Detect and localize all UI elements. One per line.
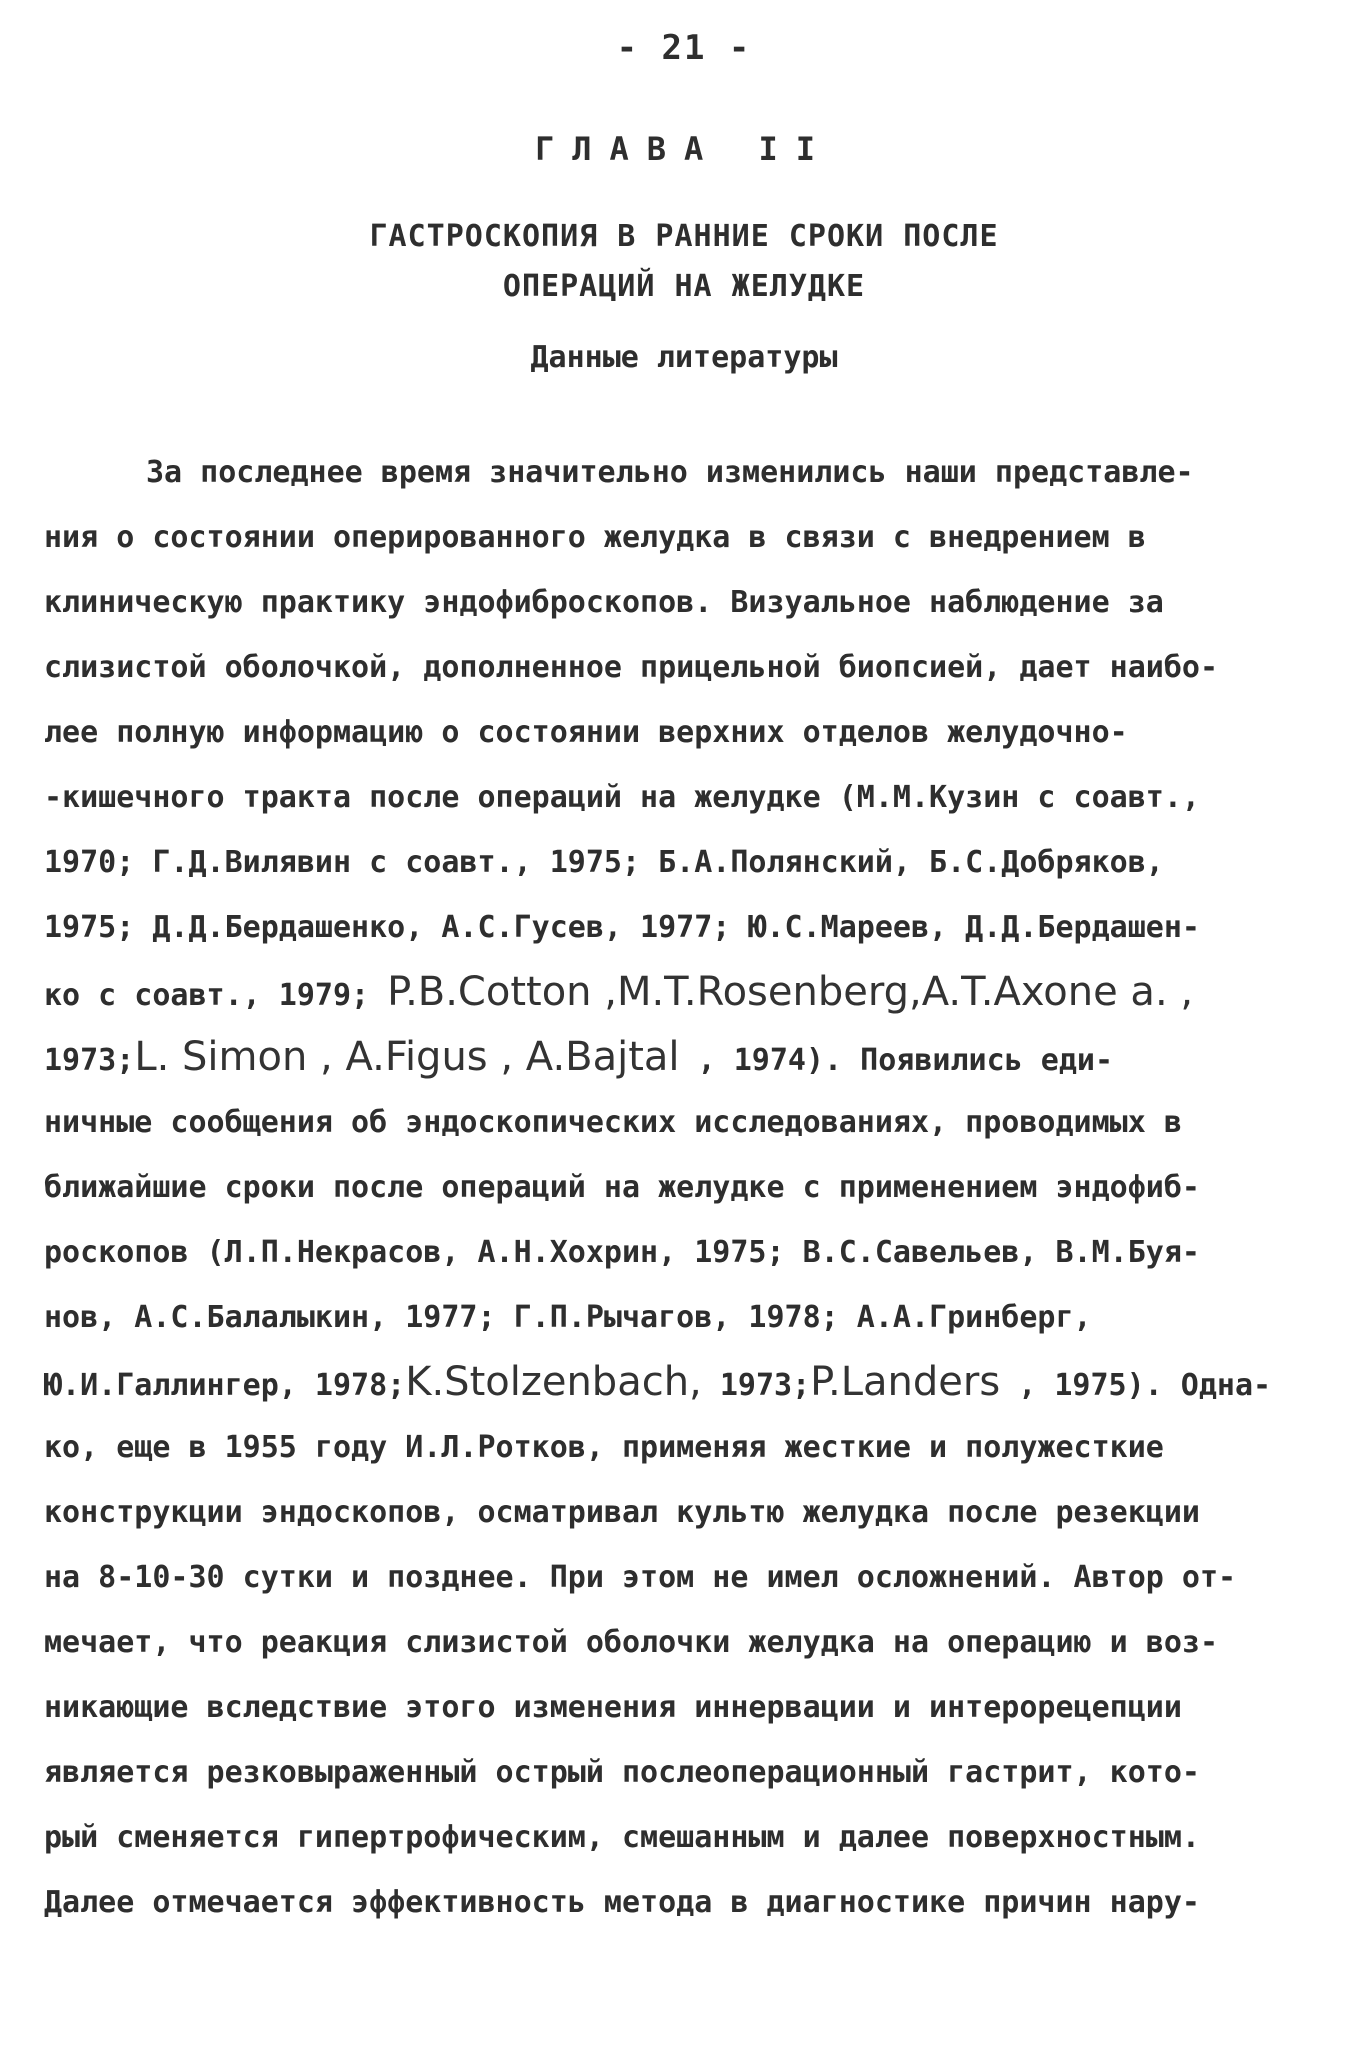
body-line-22: рый сменяется гипертрофическим, смешанным и далее поверхностным.: [44, 1820, 1200, 1855]
body-line-21: является резковыраженный острый послеоперационный гастрит, кото-: [44, 1755, 1200, 1790]
body-line-8: 1975; Д.Д.Бердашенко, А.С.Гусев, 1977; Ю.С.Мареев, Д.Д.Бердашен-: [44, 910, 1200, 945]
body-line-17: конструкции эндоскопов, осматривал культю желудка после резекции: [44, 1495, 1200, 1530]
body-line-10: [44, 1025, 1334, 1090]
typed-text: 1973;: [44, 1043, 135, 1078]
body-line-5: лее полную информацию о состоянии верхних отделов желудочно-: [44, 715, 1128, 750]
body-line-16: ко, еще в 1955 году И.Л.Ротков, применяя жесткие и полужесткие: [44, 1430, 1164, 1465]
typed-text: , 1974). Появились еди-: [697, 1043, 1114, 1078]
handwritten-citation: P.B.Cotton ,M.T.Rosenberg,A.T.Axone a. ,: [387, 969, 1194, 1015]
typed-text: , 1975). Одна-: [1018, 1368, 1272, 1403]
typed-text: ко с соавт., 1979;: [44, 978, 370, 1013]
typed-text: 1973;: [719, 1368, 811, 1403]
handwritten-citation: K.Stolzenbach,: [405, 1359, 702, 1405]
body-line-13: роскопов (Л.П.Некрасов, А.Н.Хохрин, 1975; В.С.Савельев, В.М.Буя-: [44, 1235, 1200, 1270]
body-line-15: [44, 1350, 1334, 1415]
body-line-7: 1970; Г.Д.Вилявин с соавт., 1975; Б.А.Полянский, Б.С.Добряков,: [44, 845, 1164, 880]
body-line-4: слизистой оболочкой, дополненное прицельной биопсией, дает наибо-: [44, 650, 1218, 685]
body-line-14: нов, А.С.Балалыкин, 1977; Г.П.Рычагов, 1978; А.А.Гринберг,: [44, 1300, 1092, 1335]
body-line-3: клиническую практику эндофиброскопов. Визуальное наблюдение за: [44, 585, 1164, 620]
chapter-label: ГЛАВА II: [534, 130, 834, 168]
body-line-18: на 8-10-30 сутки и позднее. При этом не имел осложнений. Автор от-: [44, 1560, 1237, 1595]
body-line-9: [44, 960, 1334, 1025]
handwritten-citation: P.Landers: [810, 1359, 1001, 1405]
page-number: - 21 -: [616, 28, 752, 68]
body-line-20: никающие вследствие этого изменения иннервации и интерорецепции: [44, 1690, 1182, 1725]
chapter-title: [0, 212, 1368, 312]
body-line-11: ничные сообщения об эндоскопических исследованиях, проводимых в: [44, 1105, 1182, 1140]
body-line-12: ближайшие сроки после операций на желудке с применением эндофиб-: [44, 1170, 1200, 1205]
body-line-6: -кишечного тракта после операций на желудке (М.М.Кузин с соавт.,: [44, 780, 1200, 815]
chapter-title-line-2: ОПЕРАЦИЙ НА ЖЕЛУДКЕ: [502, 269, 866, 304]
body-line-19: мечает, что реакция слизистой оболочки желудка на операцию и воз-: [44, 1625, 1218, 1660]
body-text: [44, 440, 1334, 1935]
typed-text: Ю.И.Галлингер, 1978;: [44, 1368, 406, 1403]
body-line-1: За последнее время значительно изменились наши представле-: [146, 455, 1194, 490]
body-line-2: ния о состоянии оперированного желудка в связи с внедрением в: [44, 520, 1146, 555]
body-line-23: Далее отмечается эффективность метода в диагностике причин нару-: [44, 1885, 1200, 1920]
section-subtitle: Данные литературы: [530, 340, 838, 375]
chapter-title-line-1: ГАСТРОСКОПИЯ В РАННИЕ СРОКИ ПОСЛЕ: [369, 219, 999, 254]
handwritten-citation: L. Simon , A.Figus , A.Bajtal: [134, 1034, 680, 1080]
